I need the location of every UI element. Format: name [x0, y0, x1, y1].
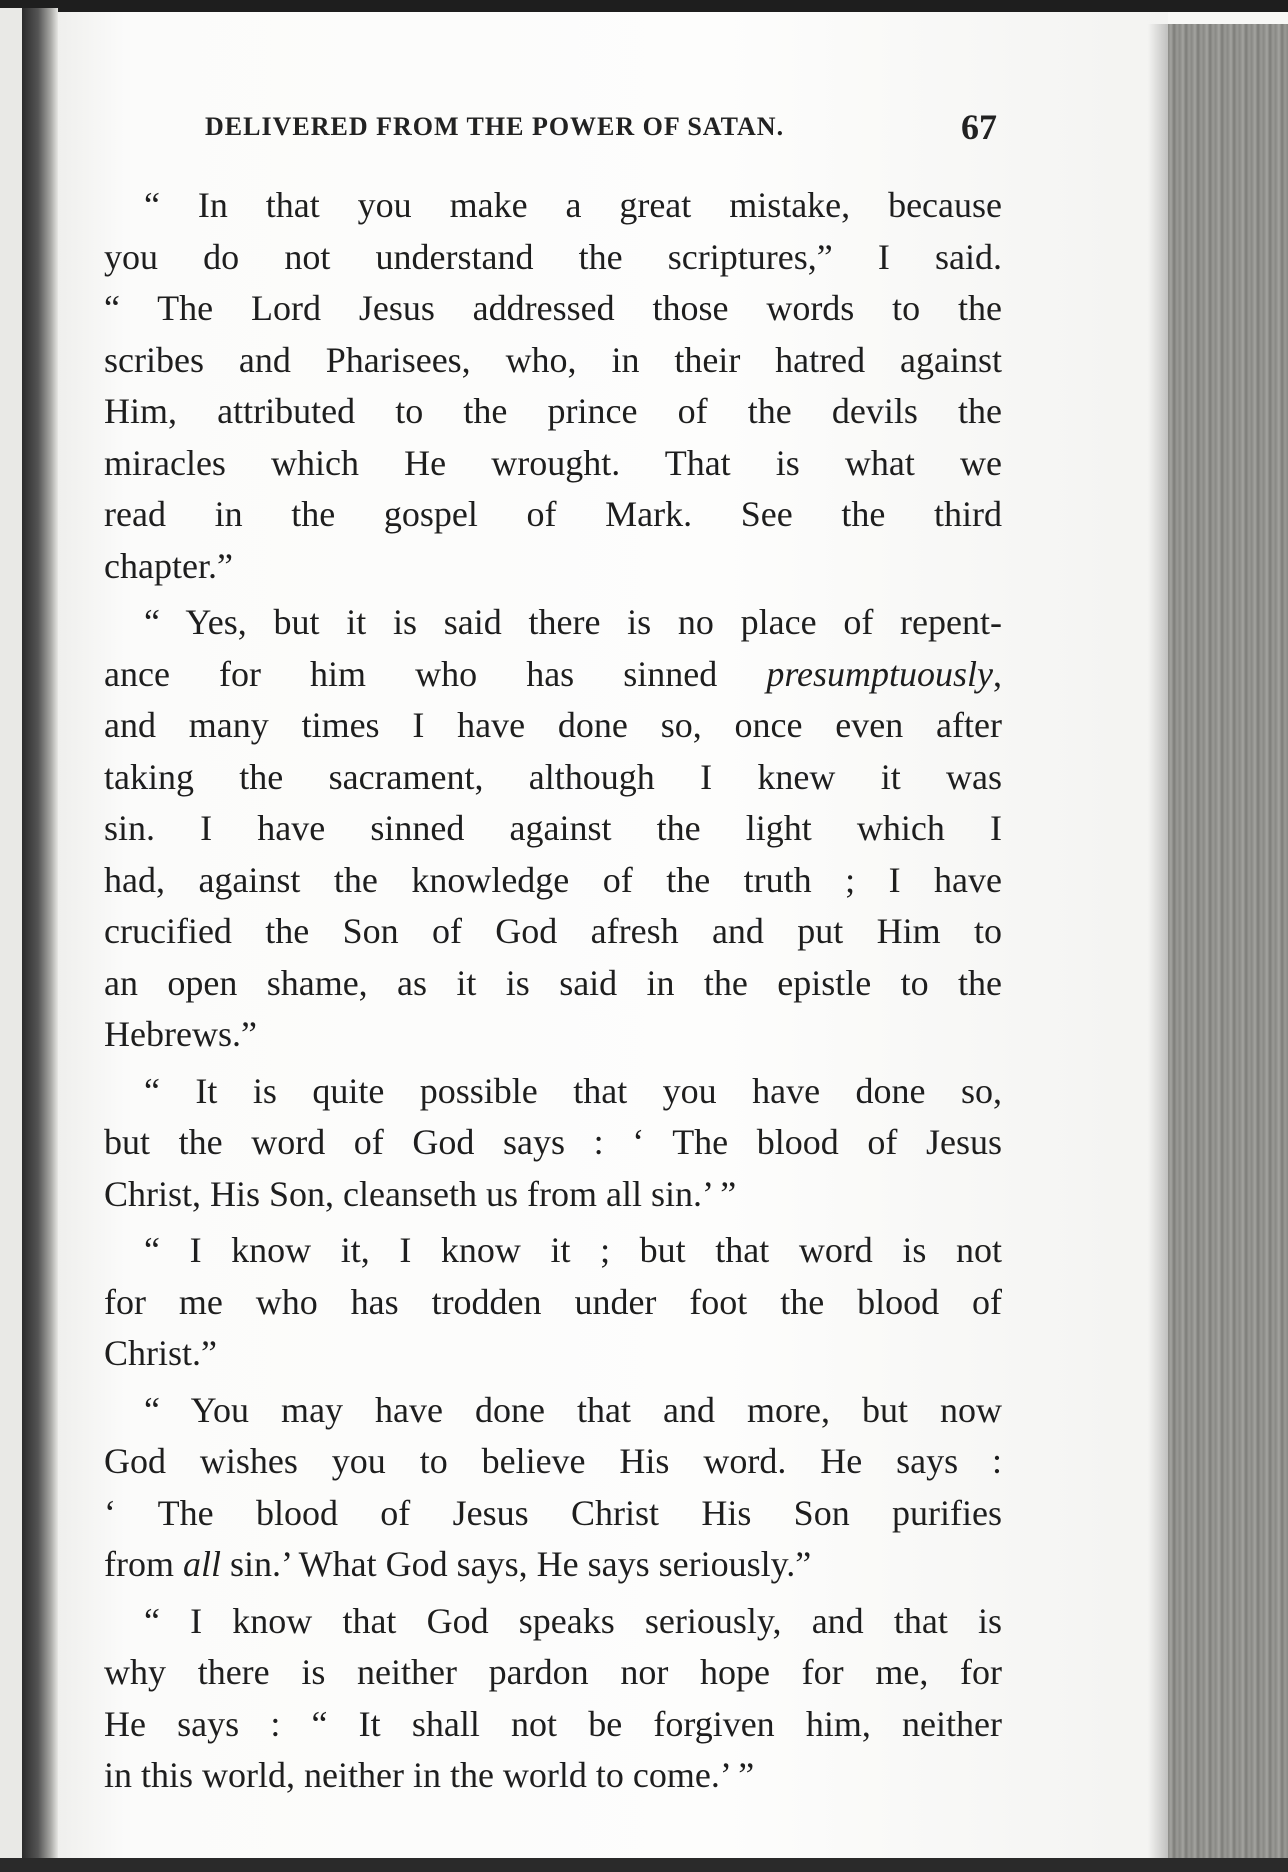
text-segment: and many times I have done so, once even after [104, 705, 1002, 745]
text-line: chapter.” [104, 545, 233, 586]
scanner-bottom-edge [0, 1858, 1288, 1872]
page-number: 67 [961, 107, 997, 147]
text-line: “ I know it, I know it ; but that word is not [144, 1230, 1002, 1270]
text-line [104, 1488, 1002, 1540]
text-line: “ In that you make a great mistake, because [144, 185, 1002, 225]
text-line: Christ.” [104, 1333, 217, 1373]
text-line: “ I know that God speaks seriously, and that is [144, 1600, 1002, 1641]
text-segment: ance for him who has sinned [104, 653, 767, 694]
text-segment: an open shame, as it is said in the epistle to the [104, 962, 1002, 1003]
paragraph [104, 1066, 1002, 1221]
text-line: “ The Lord Jesus addressed those words to the [104, 288, 1002, 328]
paragraph [104, 180, 1002, 592]
text-line [104, 752, 1002, 804]
text-segment: sin. I have sinned against the light which I [104, 808, 1002, 848]
text-segment: “ Yes, but it is said there is no place of repent- [144, 602, 1002, 642]
text-line: He says : “ It shall not be forgiven him, neither [104, 1703, 1002, 1744]
text-line: read in the gospel of Mark. See the third [104, 494, 1002, 534]
text-line: Him, attributed to the prince of the devils the [104, 391, 1002, 431]
text-line [104, 1539, 1002, 1591]
paragraph [104, 1385, 1002, 1591]
text-line: but the word of God says : ‘ The blood of Jesus [104, 1122, 1002, 1162]
scanner-top-edge [0, 0, 1288, 12]
text-segment: crucified the Son of God afresh and put Him to [104, 911, 1002, 951]
text-line [104, 803, 1002, 855]
text-line [104, 597, 1002, 649]
text-segment: ‘ The blood of Jesus Christ His Son purifies [104, 1492, 1002, 1533]
paragraph [104, 1596, 1002, 1802]
text-line [104, 1385, 1002, 1437]
text-line: for me who has trodden under foot the blood of [104, 1281, 1002, 1322]
text-line: you do not understand the scriptures,” I said. [104, 236, 1002, 277]
text-segment: had, against the knowledge of the truth ; I have [104, 859, 1002, 900]
paragraph [104, 1225, 1002, 1380]
text-line [104, 700, 1002, 752]
text-line [104, 958, 1002, 1010]
text-line [104, 1009, 1002, 1061]
text-segment: from [104, 1544, 183, 1584]
emphasized-word: presumptuously [766, 653, 993, 694]
book-gutter-shadow [22, 8, 58, 1872]
running-head-title: DELIVERED FROM THE POWER OF SATAN. [205, 112, 785, 141]
text-line [104, 855, 1002, 907]
text-line [104, 649, 1002, 701]
text-line [104, 906, 1002, 958]
text-line: scribes and Pharisees, who, in their hatred against [104, 339, 1002, 380]
running-head [205, 106, 997, 150]
book-fore-edge [1168, 24, 1288, 1872]
facing-page-sliver [0, 8, 22, 1872]
text-segment: “ You may have done that and more, but now [144, 1389, 1002, 1430]
text-segment: God wishes you to believe His word. He says : [104, 1441, 1002, 1481]
text-line [104, 1436, 1002, 1488]
text-line: “ It is quite possible that you have done so, [144, 1070, 1002, 1111]
text-line: miracles which He wrought. That is what we [104, 442, 1002, 483]
emphasized-word: all [182, 1544, 221, 1584]
text-segment: , [993, 653, 1002, 694]
body-text [104, 180, 1002, 1807]
paragraph [104, 597, 1002, 1061]
text-segment: sin.’ What God says, He says seriously.” [221, 1544, 812, 1584]
text-segment: Hebrews.” [104, 1014, 257, 1054]
text-line: Christ, His Son, cleanseth us from all sin.’ ” [104, 1173, 737, 1214]
text-segment: taking the sacrament, although I knew it was [104, 756, 1002, 797]
text-line: in this world, neither in the world to come.’ ” [104, 1755, 755, 1795]
text-line: why there is neither pardon nor hope for me, for [104, 1652, 1002, 1692]
